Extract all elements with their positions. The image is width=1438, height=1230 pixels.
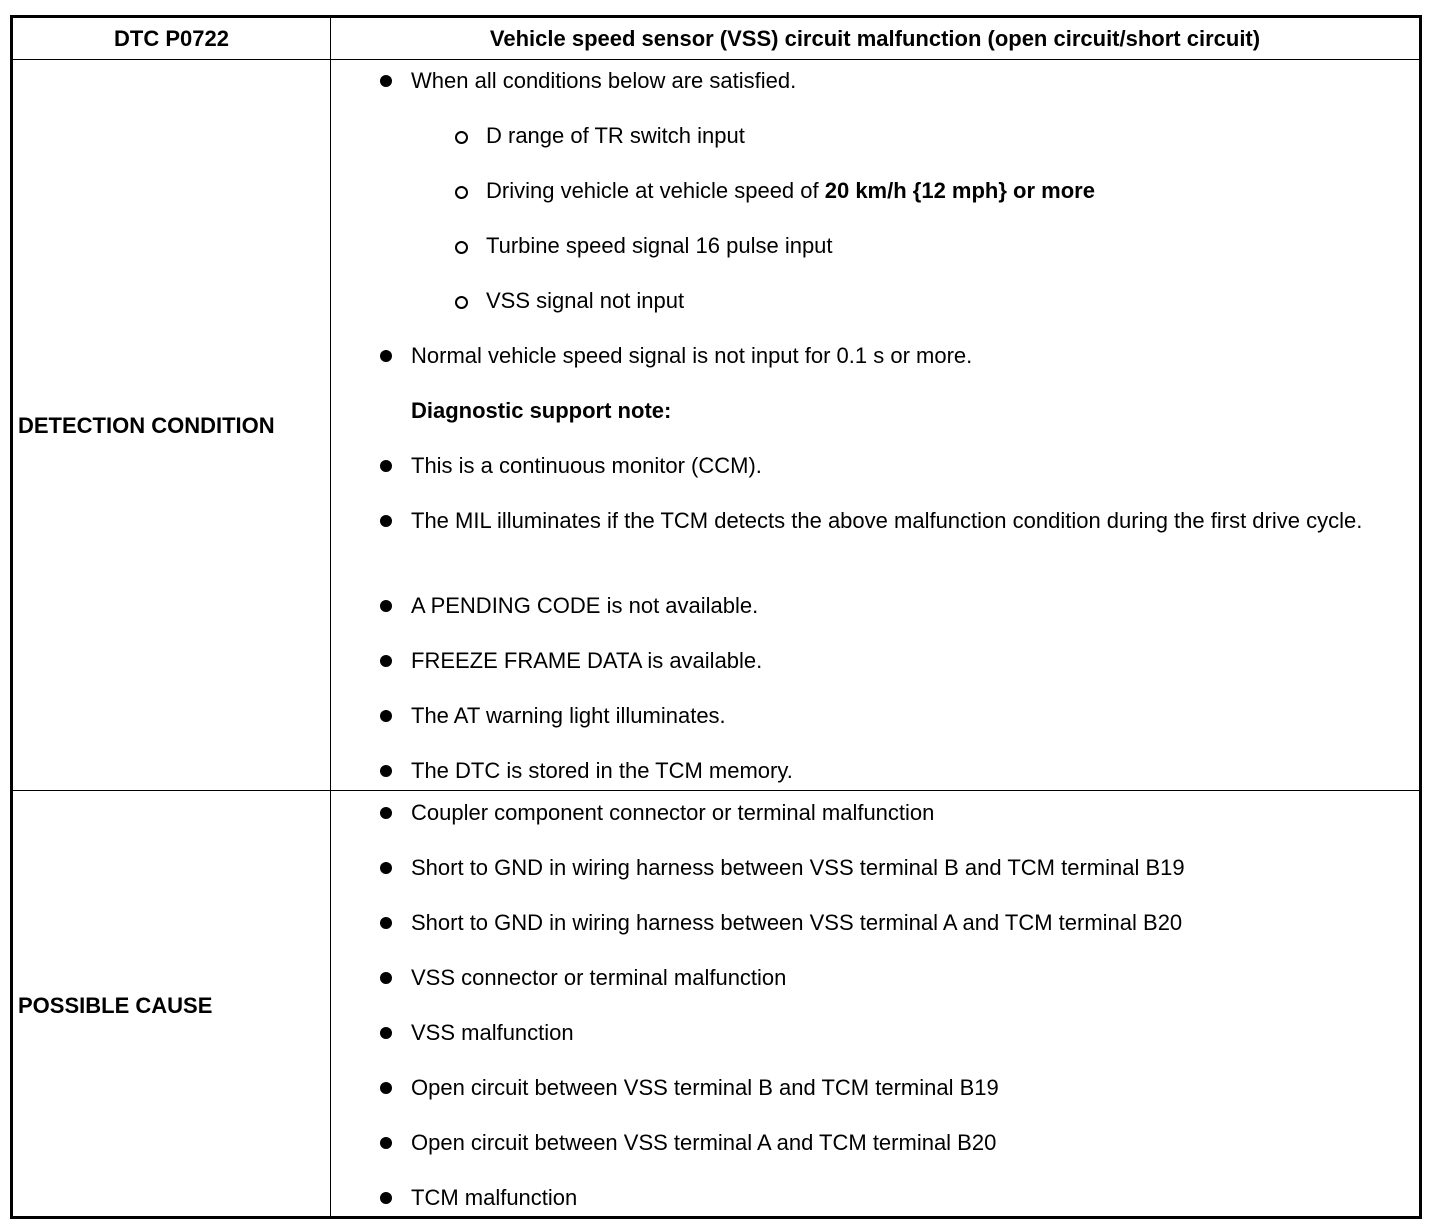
diagnostic-support-heading: Diagnostic support note: — [411, 398, 672, 423]
bullet-icon — [380, 807, 392, 819]
bullet-icon — [380, 75, 392, 87]
bullet-icon — [380, 972, 392, 984]
cause-item: Short to GND in wiring harness between VSS terminal A and TCM terminal B20 — [411, 910, 1183, 935]
bullet-icon — [380, 350, 392, 362]
bullet-icon — [380, 600, 392, 612]
support-note-item: This is a continuous monitor (CCM). — [411, 453, 762, 478]
support-note-item: The AT warning light illuminates. — [411, 703, 726, 728]
dtc-title-header: Vehicle speed sensor (VSS) circuit malfunction (open circuit/short circuit) — [489, 26, 1261, 51]
bullet-icon — [380, 655, 392, 667]
bullet-icon — [380, 765, 392, 777]
cause-item: Coupler component connector or terminal malfunction — [411, 800, 935, 825]
bullet-icon — [380, 460, 392, 472]
circle-bullet-icon — [455, 131, 468, 144]
condition-item: VSS signal not input — [486, 288, 685, 313]
support-note-item: The DTC is stored in the TCM memory. — [411, 758, 793, 783]
bullet-icon — [380, 1192, 392, 1204]
bullet-icon — [380, 515, 392, 527]
detection-intro: When all conditions below are satisfied. — [411, 68, 797, 93]
bullet-icon — [380, 1137, 392, 1149]
dtc-code-header: DTC P0722 — [114, 26, 229, 51]
condition-text: Driving vehicle at vehicle speed of — [486, 178, 825, 203]
cause-item: Open circuit between VSS terminal A and TCM terminal B20 — [411, 1130, 997, 1155]
circle-bullet-icon — [455, 186, 468, 199]
row-divider — [13, 790, 1419, 791]
support-note-item: The MIL illuminates if the TCM detects the above malfunction condition during the first drive cycle. — [411, 508, 1363, 533]
condition-item: D range of TR switch input — [486, 123, 745, 148]
condition-item: Turbine speed signal 16 pulse input — [486, 233, 833, 258]
circle-bullet-icon — [455, 241, 468, 254]
cause-item: TCM malfunction — [411, 1185, 578, 1210]
possible-cause-label: POSSIBLE CAUSE — [18, 993, 213, 1018]
bullet-icon — [380, 1082, 392, 1094]
bullet-icon — [380, 862, 392, 874]
cause-item: VSS malfunction — [411, 1020, 574, 1045]
condition-speed-threshold: 20 km/h {12 mph} or more — [824, 178, 1095, 203]
bullet-icon — [380, 710, 392, 722]
normal-signal-item: Normal vehicle speed signal is not input for 0.1 s or more. — [411, 343, 973, 368]
column-divider — [330, 18, 331, 1216]
cause-item: VSS connector or terminal malfunction — [411, 965, 787, 990]
cause-item: Open circuit between VSS terminal B and TCM terminal B19 — [411, 1075, 999, 1100]
condition-item — [486, 176, 1095, 206]
circle-bullet-icon — [455, 296, 468, 309]
detection-condition-label: DETECTION CONDITION — [18, 413, 275, 438]
dtc-table — [10, 15, 1422, 1219]
support-note-item: A PENDING CODE is not available. — [411, 593, 759, 618]
bullet-icon — [380, 1027, 392, 1039]
bullet-icon — [380, 917, 392, 929]
cause-item: Short to GND in wiring harness between VSS terminal B and TCM terminal B19 — [411, 855, 1185, 880]
support-note-item: FREEZE FRAME DATA is available. — [411, 648, 763, 673]
